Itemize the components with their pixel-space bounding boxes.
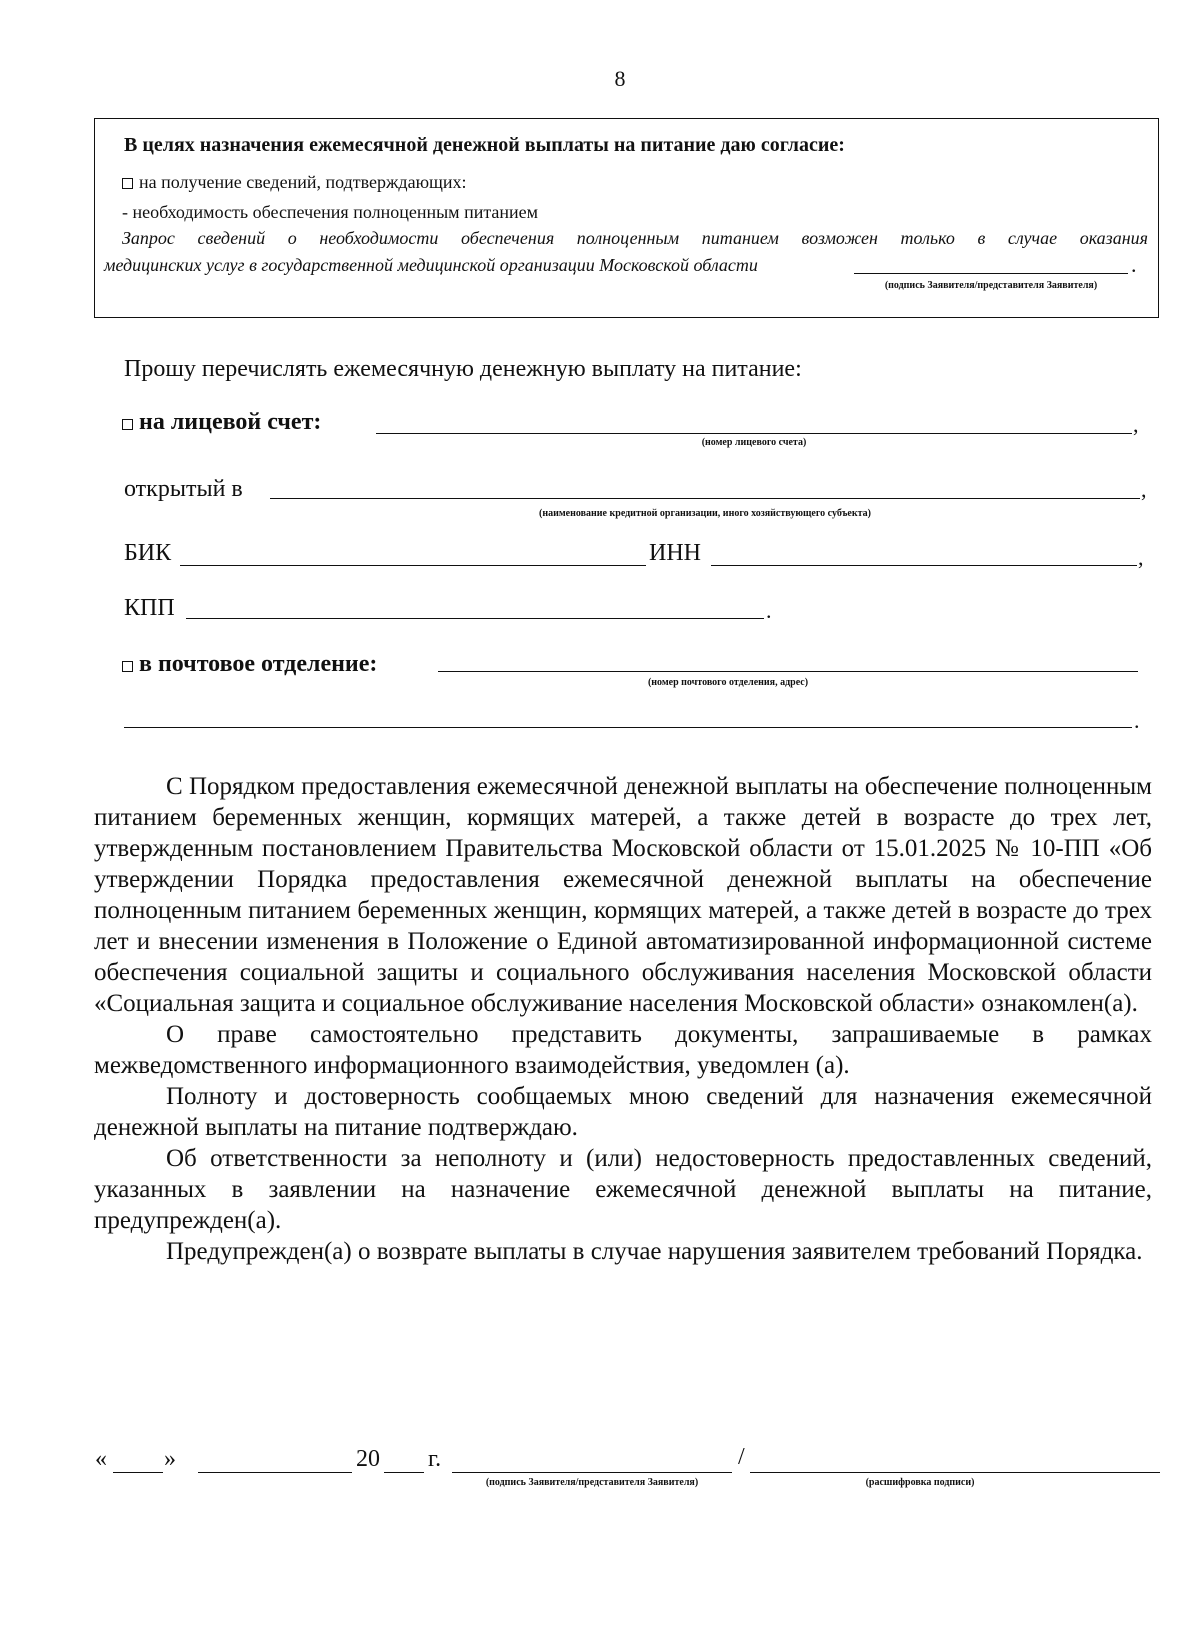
- signature-caption: (подпись Заявителя/представителя Заявителя): [485, 1477, 699, 1488]
- post-period: .: [1134, 708, 1140, 733]
- account-number-field[interactable]: [376, 433, 1132, 434]
- account-option[interactable]: [122, 409, 321, 436]
- date-day-field[interactable]: [113, 1472, 163, 1473]
- post-office-field[interactable]: [438, 671, 1138, 672]
- consent-note-line2: медицинских услуг в государственной медицинской организации Московской области: [104, 255, 758, 275]
- date-year-suffix: г.: [428, 1446, 442, 1472]
- opened-comma: ,: [1141, 477, 1147, 502]
- date-quote-close: »: [164, 1446, 176, 1472]
- ack-paragraph: Полноту и достоверность сообщаемых мною сведений для назначения ежемесячной денежной выплаты на питание подтверждаю.: [94, 1083, 1152, 1141]
- ack-paragraph: С Порядком предоставления ежемесячной денежной выплаты на обеспечение полноценным питанием беременных женщин, кормящих матерей, а также детей в возрасте до трех лет, утвержденным постановлением Правительства Московской области от 15.01.2025 № 10-ПП «Об утверждении Порядка предоставления ежемесячной денежной выплаты на обеспечение полноценным питанием беременных женщин, кормящих матерей, а также детей в возрасте до трех лет и внесении изменения в Положение о Единой автоматизированной информационной системе обеспечения социальной защиты и социального обслуживания населения Московской области «Социальная защита и социальное обслуживание населения Московской области» ознакомлен(а).: [94, 773, 1152, 1017]
- signature-slash: /: [738, 1444, 745, 1470]
- date-month-field[interactable]: [198, 1472, 352, 1473]
- kpp-period: .: [766, 598, 772, 623]
- account-caption: (номер лицевого счета): [701, 437, 807, 448]
- consent-heading: В целях назначения ежемесячной денежной выплаты на питание даю согласие:: [124, 134, 845, 156]
- consent-item-receive-label: на получение сведений, подтверждающих:: [139, 172, 467, 192]
- ack-paragraph: Предупрежден(а) о возврате выплаты в случае нарушения заявителем требований Порядка.: [166, 1238, 1143, 1265]
- signature-field[interactable]: [452, 1472, 732, 1473]
- consent-item-necessity: - необходимость обеспечения полноценным питанием: [122, 202, 539, 222]
- consent-signature-field[interactable]: [854, 273, 1128, 274]
- date-year-field[interactable]: [384, 1472, 424, 1473]
- bik-field[interactable]: [180, 565, 646, 566]
- account-label: на лицевой счет:: [139, 409, 322, 435]
- opened-caption: (наименование кредитной организации, иного хозяйствующего субъекта): [539, 508, 871, 519]
- inn-label: ИНН: [649, 540, 701, 566]
- account-comma: ,: [1133, 412, 1139, 437]
- consent-period: .: [1131, 252, 1137, 277]
- acknowledgements: [94, 771, 1152, 1267]
- kpp-label: КПП: [124, 595, 175, 621]
- signature-decoding-field[interactable]: [750, 1472, 1160, 1473]
- post-option[interactable]: [122, 651, 377, 678]
- date-year-prefix: 20: [356, 1446, 380, 1472]
- checkbox[interactable]: [122, 419, 133, 430]
- checkbox[interactable]: [122, 661, 133, 672]
- decoding-caption: (расшифровка подписи): [865, 1477, 975, 1488]
- bank-name-field[interactable]: [270, 498, 1140, 499]
- consent-signature-caption: (подпись Заявителя/представителя Заявителя): [884, 280, 1098, 291]
- inn-comma: ,: [1138, 545, 1144, 570]
- post-label: в почтовое отделение:: [139, 651, 378, 677]
- bik-label: БИК: [124, 540, 172, 566]
- inn-field[interactable]: [711, 565, 1137, 566]
- kpp-field[interactable]: [186, 618, 764, 619]
- ack-paragraph: О праве самостоятельно представить документы, запрашиваемые в рамках межведомственного информационного взаимодействия, уведомлен (а).: [94, 1021, 1152, 1079]
- date-quote-open: «: [95, 1446, 107, 1472]
- ack-paragraph: Об ответственности за неполноту и (или) недостоверность предоставленных сведений, указанных в заявлении на назначение ежемесячной денежной выплаты на питание, предупрежден(а).: [94, 1145, 1152, 1234]
- post-address-field[interactable]: [124, 727, 1132, 728]
- consent-item-receive[interactable]: [122, 172, 467, 193]
- checkbox[interactable]: [122, 178, 133, 189]
- page-number: 8: [614, 66, 626, 91]
- post-caption: (номер почтового отделения, адрес): [647, 677, 809, 688]
- opened-label: открытый в: [124, 476, 243, 502]
- consent-note-line1: Запрос сведений о необходимости обеспечения полноценным питанием возможен только в случае оказания: [122, 228, 1148, 248]
- payment-title: Прошу перечислять ежемесячную денежную выплату на питание:: [124, 356, 802, 382]
